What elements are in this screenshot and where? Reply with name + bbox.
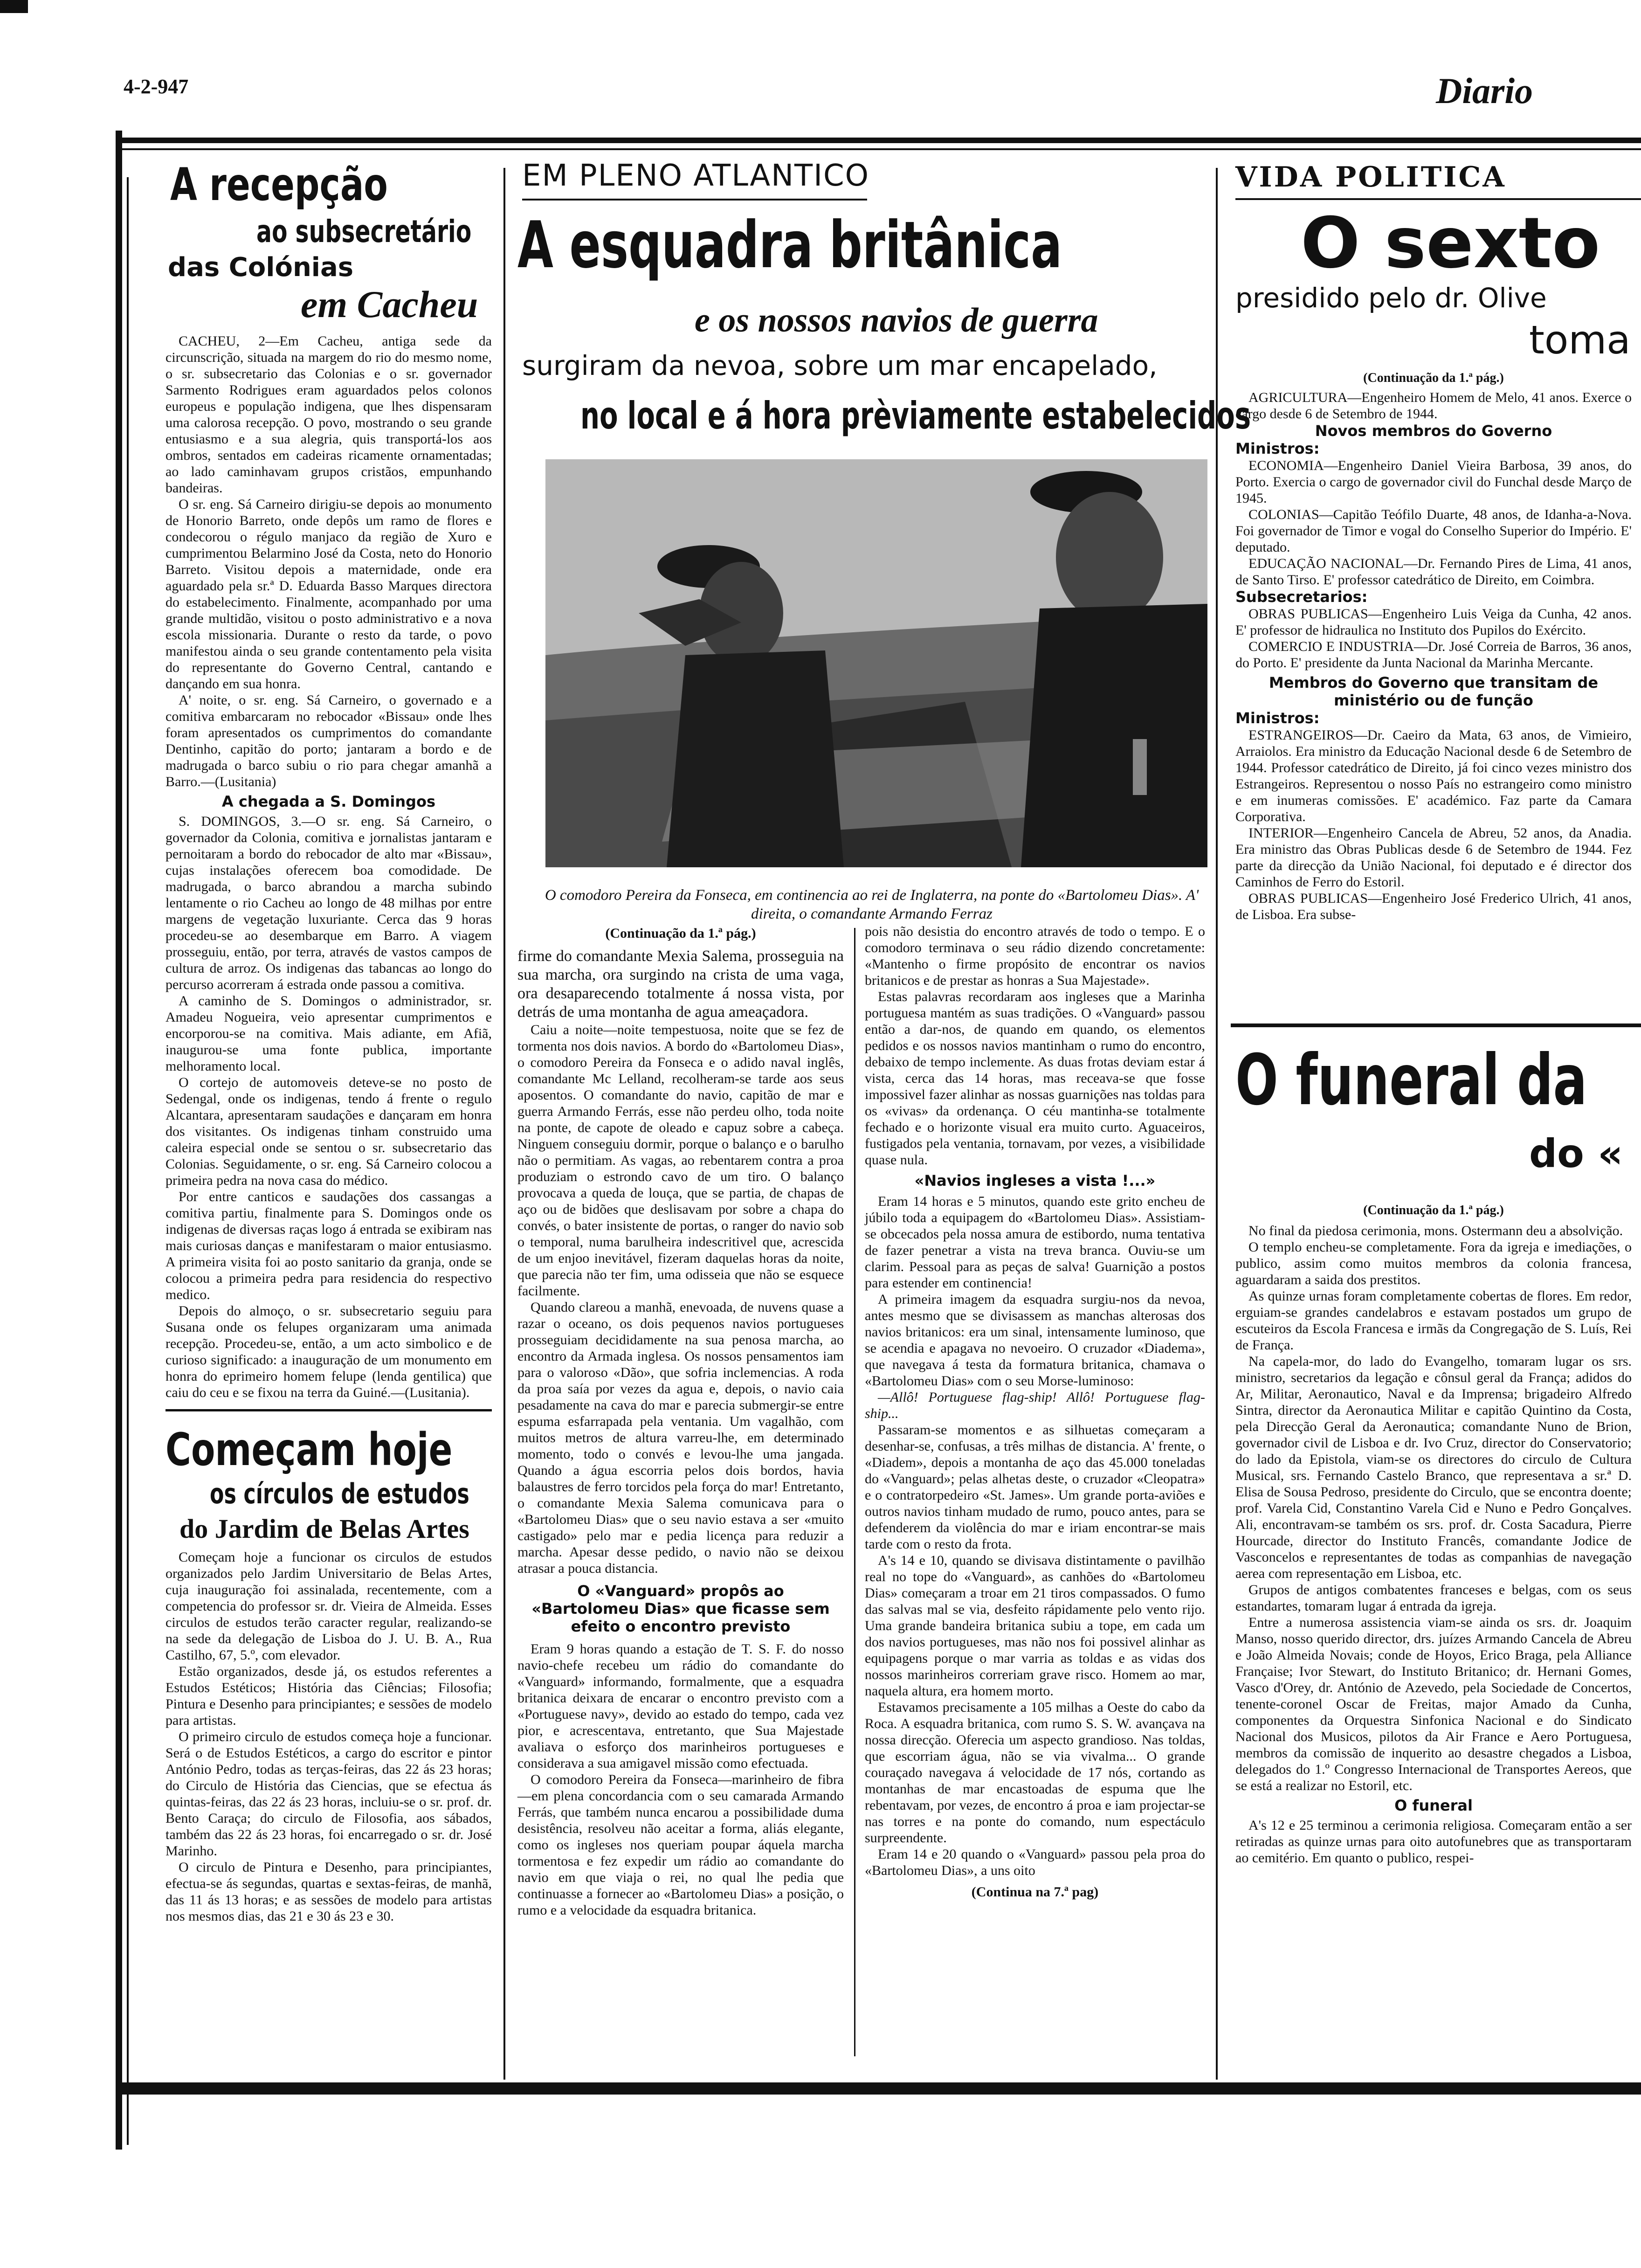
funeral-paragraph-2: O templo encheu-se completamente. Fora da igreja e imediações, o publico, assim como muitos membros da colonia francesa, aguardaram a saida dos prestitos. — [1235, 1239, 1632, 1287]
politics-subheading-3b: Ministros: — [1235, 709, 1320, 727]
subtitle-politics-1: presidido pelo dr. Olive — [1235, 282, 1547, 314]
politics-paragraph-3: COLONIAS—Capitão Teófilo Duarte, 48 anos, de Idanha-a-Nova. Foi governador de Timor e vogal do Conselho Superior do Império. E' deputado. — [1235, 507, 1632, 555]
squadron-subheading-1: O «Vanguard» propôs ao «Bartolomeu Dias» que ficasse sem efeito o encontro previsto — [531, 1582, 830, 1635]
squadron-paragraph-11: Passaram-se momentos e as silhuetas começaram a desenhar-se, confusas, a três milhas de distancia. A' frente, o «Diadem», depois a montanha de aço das 45.000 toneladas do «Vanguard»; pelas alhetas deste, o cruzador «Cleopatra» e o contratorpedeiro «St. James». Um grande porta-aviões e outros navios tinham mudado de rumo, pouco antes, para se defenderem da violência do mar e iriam encontrar-se mais tarde com o resto da frota. — [865, 1422, 1205, 1552]
politics-paragraph-6: COMERCIO E INDUSTRIA—Dr. José Correia de Barros, 36 anos, do Porto. E' presidente da Junta Nacional da Marinha Mercante. — [1235, 639, 1632, 671]
circles-paragraph-1: Começam hoje a funcionar os circulos de estudos organizados pelo Jardim Universitario de Belas Artes, cuja inauguração foi assinalada, recentemente, com a competencia do professor sr. dr. Vieira de Almeida. Esses circulos de estudos terão caracter regular, realizando-se na sede da delegação de Lisboa do J. U. B. A., Rua Castilho, 67, 5.º, com elevador. — [165, 1549, 492, 1663]
left-border-thick — [116, 131, 122, 2150]
squadron-text-left — [517, 926, 844, 1918]
inner-column-rule — [854, 928, 855, 2056]
paper-title: Diario — [1436, 70, 1533, 111]
headline-politics: O sexto — [1301, 203, 1600, 284]
politics-body — [1235, 371, 1632, 923]
column-rule-1 — [503, 168, 505, 2080]
headline-reception-line4: em Cacheu — [301, 283, 478, 325]
kicker-underline — [522, 199, 867, 201]
squadron-text-right — [865, 923, 1205, 1900]
column-squadron — [517, 159, 1251, 2075]
naval-officers-photo — [545, 459, 1207, 867]
top-rule-thick — [117, 138, 1641, 143]
article-divider — [165, 1409, 492, 1411]
politics-continued-from: (Continuação da 1.ª pág.) — [1363, 371, 1504, 385]
headline-circles-line3: do Jardim de Belas Artes — [179, 1514, 469, 1544]
photo-caption: O comodoro Pereira da Fonseca, em continencia ao rei de Inglaterra, na ponte do «Bartolomeu Dias». A' direita, o comandante Armando Ferraz — [545, 887, 1199, 922]
politics-paragraph-5: OBRAS PUBLICAS—Engenheiro Luis Veiga da Cunha, 42 anos. E' professor de hidraulica no Instituto dos Pupilos do Exército. — [1235, 606, 1632, 638]
reception-subheading: A chegada a S. Domingos — [221, 793, 436, 810]
squadron-paragraph-5: O comodoro Pereira da Fonseca—marinheiro de fibra—em plena concordancia com o seu camarada Armando Ferrás, que também nunca encarou a possibilidade duma desistência, resolveu não aceitar a forma, aliás elegante, como os ingleses nos queriam poupar áquela marcha tormentosa e fez expedir um rádio ao comandante do navio em que viaja o rei, no qual lhe pedia que continuasse a fornecer ao «Bartolomeu Dias» a posição, o rumo e a velocidade da esquadra britanica. — [517, 1772, 844, 1918]
deck-line-3: no local e á hora prèviamente estabelecidos — [580, 394, 1251, 437]
headline-circles-line2: os círculos de estudos — [210, 1478, 469, 1510]
funeral-paragraph-4: Na capela-mor, do lado do Evangelho, tomaram lugar os srs. ministro, secretarios da legação e cônsul geral da França; adidos do Ar, Militar, Aeronautico, Naval e da Imprensa; brigadeiro Alfredo Sintra, director da Aeronautica Militar e capitão Quintino da Costa, pela Direcção Geral da Aeronautica; comandante Nuno de Brion, governador civil de Lisboa e dr. Ivo Cruz, director do Conservatorio; do lado da Epistola, viam-se os directores do circulo de Cultura Musical, srs. Fernando Castelo Branco, que representava a sr.ª D. Elisa de Sousa Pedroso, presidente do Circulo, que se encontra doente; prof. Varela Cid, Constantino Varela Cid e Nuno e Pedro Gonçalves. Ali, encontravam-se também os srs. prof. dr. Costa Sacadura, Pierre Hourcade, director do Instituto Francês, comandante Jodice de Vasconcelos e representantes de todas as companhias de navegação aerea com representação em Lisboa, etc. — [1235, 1354, 1632, 1581]
column-politics — [1231, 159, 1641, 2075]
deck-line-2: surgiram da nevoa, sobre um mar encapelado, — [522, 350, 1158, 381]
headline-squadron: A esquadra britânica — [517, 207, 1062, 283]
column-reception — [165, 159, 492, 1924]
funeral-subheading: O funeral — [1394, 1797, 1473, 1814]
subtitle-politics-2: toma — [1529, 317, 1631, 363]
left-border-thin — [127, 177, 129, 2145]
reception-paragraph-4: S. DOMINGOS, 3.—O sr. eng. Sá Carneiro, o governador da Colonia, comitiva e jornalistas jantaram e pernoitaram a bordo do rebocador de alto mar «Bissau», cujas instalações oferecem boa comodidade. De madrugada, o barco abrandou a marcha subindo lentamente o rio Cacheu ao longo de 48 milhas por entre margens de vegetação luxuriante. Cerca das 9 horas procedeu-se ao desembarque em Barro. A viagem prosseguiu, então, por terra, através de vastos campos de cultura de arroz. Os indigenas das tabancas ao longo do percurso acorreram á estrada onde passou a comitiva. — [165, 814, 492, 992]
circles-paragraph-2: Estão organizados, desde já, os estudos referentes a Estudos Estéticos; História das Ciências; Filosofia; Pintura e Desenho para principiantes; e sessões de modelo para artistas. — [165, 1664, 492, 1728]
squadron-subheading-2: «Navios ingleses a vista !...» — [914, 1172, 1156, 1189]
circles-paragraph-3: O primeiro circulo de estudos começa hoje a funcionar. Será o de Estudos Estéticos, a cargo do escritor e pintor António Pedro, todas as terças-feiras, das 22 ás 23 horas; do Circulo de História das Ciencias, que se efectua ás quintas-feiras, das 22 ás 23 horas, incluiu-se o sr. prof. dr. Bento Caraça; do circulo de Filosofia, aos sábados, também das 22 ás 23 horas, foi encarregado o sr. dr. José Marinho. — [165, 1729, 492, 1859]
politics-subheading-3: Membros do Governo que transitam de ministério ou de função — [1269, 674, 1599, 709]
corner-mark — [0, 0, 28, 13]
squadron-paragraph-12: A's 14 e 10, quando se divisava distintamente o pavilhão real no tope do «Vanguard», as canhões do «Bartolomeu Dias» começaram a troar em 21 tiros compassados. O fumo das salvas mal se via, desfeito rápidamente pelo vento rijo. Uma grande bandeira britanica subiu a tope, em cada um dos navios portugueses, mas não nos foi possivel alinhar as equipagens porque o mar varria as toldas e as vidas dos nossos marinheiros correriam grave risco. Homem ao mar, naquela altura, era homem morto. — [865, 1553, 1205, 1699]
headline-reception-line3: das Colónias — [168, 252, 354, 283]
politics-paragraph-9: OBRAS PUBLICAS—Engenheiro José Frederico Ulrich, 41 anos, de Lisboa. Era subse- — [1235, 891, 1632, 922]
reception-paragraph-8: Depois do almoço, o sr. subsecretario seguiu para Susana onde os felupes organizaram uma animada recepção. Procedeu-se, então, a um acto simbolico e de curioso significado: a inauguração de um monumento em honra do eprimeiro homem felupe (lenda gentilica) que caiu do ceu e se fixou na terra da Guiné.—(Lusitania). — [165, 1303, 492, 1400]
page-date: 4-2-947 — [124, 75, 189, 98]
squadron-paragraph-7: Estas palavras recordaram aos ingleses que a Marinha portuguesa mantém as suas tradições. O «Vanguard» passou então a dar-nos, de quando em quando, os elementos pedidos e os nossos navios mantinham o rumo do encontro, debaixo de tempo inclemente. As duas frotas deviam estar á vista, cerca das 14 horas, mas receava-se que fosse impossivel fazer alinhar as nossas guarnições nas toldas para os «vivas» da ordenança. O céu mantinha-se totalmente fechado e o horizonte visual era muito curto. Aguaceiros, fustigados pela ventania, tornavam, por vezes, a visibilidade quase nula. — [865, 989, 1205, 1168]
squadron-paragraph-10: —Allô! Portuguese flag-ship! Allô! Portuguese flag-ship... — [865, 1390, 1205, 1421]
funeral-paragraph-7: A's 12 e 25 terminou a cerimonia religiosa. Começaram então a ser retiradas as quinze urnas para oito autofunebres que as transportaram ao cemitério. Em quanto o publico, respei- — [1235, 1818, 1632, 1866]
circles-paragraph-4: O circulo de Pintura e Desenho, para principiantes, efectua-se ás segundas, quartas e sextas-feiras, de manhã, das 11 ás 13 horas; e as sessões de modelo para artistas nos mesmos dias, das 21 e 30 ás 23 e 30. — [165, 1860, 492, 1924]
squadron-paragraph-3: Quando clareou a manhã, enevoada, de nuvens quase a razar o oceano, os dois pequenos navios portugueses prosseguiam decididamente na sua penosa marcha, ao encontro da Armada inglesa. Os nossos pensamentos iam para o valoroso «Dão», que sofria inclemencias. A roda da proa saía por vezes da agua e, depois, o navio caia pesadamente na cava do mar e parecia submergir-se entre espuma esfarrapada pela ventania. Um vagalhão, com muitos metros de altura varreu-lhe, em determinado momento, todo o convés e levou-lhe uma jangada. Quando a água escorria pelos dois bordos, havia balaustres de ferro torcidos pela força do mar! Entretanto, o comandante Mexia Salema comunicava para o «Bartolomeu Dias» que o seu navio estava a ser «muito castigado» pelo mar e pedia licença para reduzir a marcha. Apesar desse pedido, o navio não se deixou atrasar a pouca distancia. — [517, 1300, 844, 1576]
headline-reception: A recepção — [170, 159, 388, 211]
politics-paragraph-7: ESTRANGEIROS—Dr. Caeiro da Mata, 63 anos, de Vimieiro, Arraiolos. Era ministro da Educação Nacional desde 6 de Setembro de 1944. Professor catedrático de Direito, já foi cinco vezes ministro dos Estrangeiros. Representou o nosso País no estrangeiro como ministro e em inumeras comissões. E' académico. Faz parte da Camara Corporativa. — [1235, 727, 1632, 824]
reception-paragraph-6: O cortejo de automoveis deteve-se no posto de Sedengal, onde os indigenas, tendo á frente o regulo Alcantara, apresentaram saudações e dançaram em honra dos visitantes. Os indigenas tinham construido uma caleira especial onde se sentou o sr. subsecretario das Colonias. Seguidamente, o sr. eng. Sá Carneiro colocou a primeira pedra na nova casa do médico. — [165, 1075, 492, 1188]
section-underline — [1235, 198, 1641, 200]
continued-from-label: (Continuação da 1.ª pág.) — [605, 926, 756, 941]
squadron-paragraph-2: Caiu a noite—noite tempestuosa, noite que se fez de tormenta nos dois navios. A bordo do «Bartolomeu Dias», o comodoro Pereira da Fonseca e o adido naval inglês, comandante Mc Lelland, recolheram-se tarde aos seus aposentos. O comandante do navio, capitão de mar e guerra Armando Ferrás, esse não perdeu olho, toda noite na ponte, de capote de oleado e capuz sobre a cabeça. Ninguem conseguiu dormir, porque o balanço e o barulho não o permitiam. As vagas, ao rebentarem contra a proa produziam o estrondo cavo de um tiro. O balanço provocava a queda de louça, que se partia, de chapas de aço ou de bidões que deslisavam por sobre a chapa do convés, o bater insistente de portas, o ranger do navio sob o temporal, numa barulheira indescritivel que, acrescida de um enjoo inevitável, fizeram daquelas horas da noite, que parecia não ter fim, uma odisseia que não se esquece facilmente. — [517, 1022, 844, 1299]
column-rule-2 — [1216, 168, 1218, 2080]
deck-line-1: e os nossos navios de guerra — [695, 301, 1098, 339]
politics-divider — [1231, 1023, 1641, 1027]
squadron-paragraph-13: Estavamos precisamente a 105 milhas a Oeste do cabo da Roca. A esquadra britanica, com rumo S. S. W. avançava na nossa direcção. Oferecia um aspecto grandioso. Nas toldas, que escorriam água, não se via vivalma... O grande couraçado navegava á velocidade de 17 nós, cortando as montanhas de mar encastoadas de espuma que lhe rebentavam, por vezes, de encontro á proa e iam projectar-se nas torres e na ponte do comando, num espectáculo surpreendente. — [865, 1700, 1205, 1846]
politics-subheading-2: Subsecretarios: — [1235, 588, 1368, 606]
funeral-continued-from: (Continuação da 1.ª pág.) — [1363, 1203, 1504, 1217]
politics-subheading-1: Novos membros do Governo — [1315, 422, 1552, 440]
squadron-paragraph-4: Eram 9 horas quando a estação de T. S. F. do nosso navio-chefe recebeu um rádio do comandante do «Vanguard» informando, formalmente, que a esquadra britanica deixara de encarar o encontro previsto com a «Portuguese navy», devido ao estado do tempo, cada vez pior, e acrescentava, entretanto, que Sua Majestade avaliava o esforço dos marinheiros portugueses e considerava a sua amigavel missão como efectuada. — [517, 1641, 844, 1771]
headline-funeral: O funeral da — [1235, 1040, 1587, 1121]
politics-subheading-1b: Ministros: — [1235, 440, 1320, 457]
funeral-paragraph-3: As quinze urnas foram completamente cobertas de flores. Em redor, erguiam-se grandes candelabros e estavam postados um grupo de escuteiros da Escola Francesa e irmãs da Congregação de S. Luís, Rei de França. — [1235, 1288, 1632, 1353]
squadron-paragraph-9: A primeira imagem da esquadra surgiu-nos da nevoa, antes mesmo que se divisassem as manchas alterosas dos navios britanicos: era um sinal, intensamente luminoso, que se acendia e apagava no nevoeiro. O cruzador «Diadema», que navegava á testa da formatura britanica, chamava o «Bartolomeu Dias» com o seu Morse-luminoso: — [865, 1292, 1205, 1389]
funeral-paragraph-5: Grupos de antigos combatentes franceses e belgas, com os seus estandartes, tomaram lugar á entrada da igreja. — [1235, 1582, 1632, 1614]
politics-paragraph-1: AGRICULTURA—Engenheiro Homem de Melo, 41 anos. Exerce o cargo desde 6 de Setembro de 1944. — [1235, 390, 1632, 422]
funeral-paragraph-1: No final da piedosa cerimonia, mons. Ostermann deu a absolvição. — [1248, 1223, 1623, 1238]
reception-paragraph-5: A caminho de S. Domingos o administrador, sr. Amadeu Nogueira, veio apresentar cumprimentos e encorporou-se na comitiva. Mais adiante, em Afiã, inaugurou-se uma fonte publica, importante melhoramento local. — [165, 993, 492, 1074]
politics-paragraph-2: ECONOMIA—Engenheiro Daniel Vieira Barbosa, 39 anos, do Porto. Exercia o cargo de governador civil do Funchal desde Março de 1945. — [1235, 458, 1632, 506]
headline-funeral-line2: do « — [1529, 1131, 1623, 1176]
reception-paragraph-3: A' noite, o sr. eng. Sá Carneiro, o governado e a comitiva embarcaram no rebocador «Bissau» onde lhes foram apresentados os cumprimentos do comandante Dentinho, capitão do porto; jantaram a bordo e de madrugada o barco subiu o rio para chegar amanhã a Barro.—(Lusitania) — [165, 692, 492, 789]
squadron-paragraph-1: firme do comandante Mexia Salema, prosseguia na sua marcha, ora surgindo na crista de uma vaga, ora desaparecendo totalmente á nossa vista, por detrás de uma montanha de agua ameaçadora. — [517, 947, 844, 1021]
headline-reception-line2: ao subsecretário — [256, 214, 472, 249]
section-header: VIDA POLITICA — [1235, 161, 1506, 194]
bottom-rule-thick — [117, 2082, 1641, 2095]
funeral-paragraph-6: Entre a numerosa assistencia viam-se ainda os srs. dr. Joaquim Manso, nosso querido director, drs. juízes Armando Cancela de Abreu e João Almeida Novais; conde de Hoyos, Erico Braga, pela Alliance Française; Ivor Stewart, do Instituto Britanico; dr. Hernani Gomes, Vasco d'Orey, dr. António de Azevedo, pela Sociedade de Concertos, tenente-coronel Oscar de Freitas, major Amado da Cunha, componentes da Orquestra Sinfonica Nacional e do Sindicato Nacional dos Musicos, pilotos da Air France e Aero Portuguesa, membros da comissão de inquerito ao desastre chegados a Lisboa, delegados do 1.º Congresso Internacional de Transportes Aereos, que se está a realizar no Estoril, etc. — [1235, 1615, 1632, 1793]
squadron-paragraph-6: pois não desistia do encontro através de todo o tempo. E o comodoro terminava o seu rádio dizendo concretamente: «Mantenho o firme propósito de encontrar os navios britanicos e de prestar as honras a Sua Majestade». — [865, 924, 1205, 988]
reception-paragraph-1: CACHEU, 2—Em Cacheu, antiga sede da circunscrição, situada na margem do rio do mesmo nome, o sr. subsecretario das Colonias e o sr. governador Sarmento Rodrigues eram aguardados pelos colonos europeus e população indigena, que lhes dispensaram uma calorosa recepção. O povo, mostrando o seu grande entusiasmo e a sua alegria, quis transportá-los aos ombros, sentados em cadeiras ricamente ornamentadas; ao lado caminhavam grupos cristãos, empunhando bandeiras. — [165, 333, 492, 496]
top-rule-thin — [117, 148, 1641, 150]
funeral-body — [1235, 1203, 1632, 1866]
squadron-paragraph-14: Eram 14 e 20 quando o «Vanguard» passou pela proa do «Bartolomeu Dias», a uns oito — [865, 1846, 1205, 1878]
reception-paragraph-2: O sr. eng. Sá Carneiro dirigiu-se depois ao monumento de Honorio Barreto, onde depôs um ramo de flores e condecorou o régulo manjaco da região de Xuro e cumprimentou Belarmino José da Costa, neto do Honorio Barreto. Visitou depois a maternidade, onde era aguardado pela sr.ª D. Eduarda Basso Marques directora do estabelecimento. Finalmente, acompanhado por uma grande multidão, visitou o posto administrativo e a nova escola missionaria. Durante o resto da tarde, o povo manifestou ainda o seu grande contentamento pela visita do representante do Governo Central, cantando e dançando em sua honra. — [165, 497, 492, 691]
reception-paragraph-7: Por entre canticos e saudações dos cassangas a comitiva partiu, finalmente para S. Domingos onde os indigenas de diversas raças logo á entrada se exibiram nas mais curiosas danças e manifestaram o maior entusiasmo. A primeira visita foi ao posto sanitario da granja, onde se colocou a primeira pedra para residencia do respectivo medico. — [165, 1189, 492, 1302]
continued-to-label: (Continua na 7.ª pag) — [971, 1884, 1099, 1900]
politics-paragraph-8: INTERIOR—Engenheiro Cancela de Abreu, 52 anos, da Anadia. Era ministro das Obras Publicas desde 6 de Setembro de 1944. Fez parte da direcção da União Nacional, foi deputado e é director dos Caminhos de Ferro do Estoril. — [1235, 825, 1632, 890]
kicker: EM PLENO ATLANTICO — [522, 159, 869, 193]
politics-paragraph-4: EDUCAÇÃO NACIONAL—Dr. Fernando Pires de Lima, 41 anos, de Santo Tirso. E' professor catedrático de Direito, em Coimbra. — [1235, 556, 1632, 588]
headline-circles: Começam hoje — [165, 1424, 453, 1476]
squadron-paragraph-8: Eram 14 horas e 5 minutos, quando este grito encheu de júbilo toda a equipagem do «Bartolomeu Dias». Assistiam-se obcecados pela nossa amura de estibordo, numa tentativa de fazer penetrar a vista na treva branca. Ouviu-se um clarim. Pessoal para as peças de salva! Guarnição a postos para estender em continencia! — [865, 1194, 1205, 1291]
